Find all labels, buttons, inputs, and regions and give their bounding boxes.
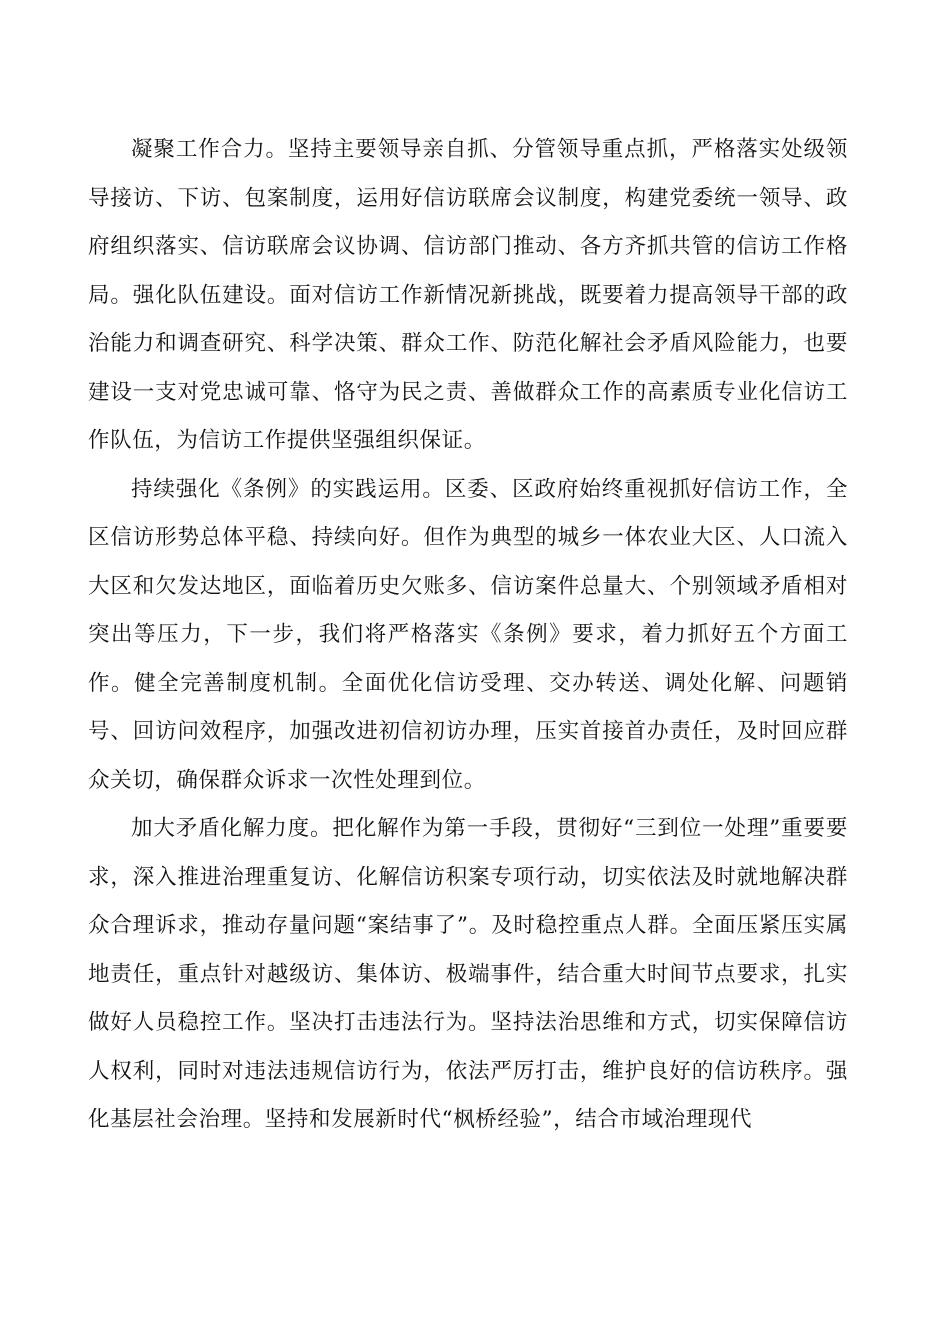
document-page — [88, 126, 848, 1145]
paragraph-regulation-practice: 持续强化《条例》的实践运用。区委、区政府始终重视抓好信访工作，全区信访形势总体平稳、持续向好。但作为典型的城乡一体农业大区、人口流入大区和欠发达地区，面临着历史欠账多、信访案件总量大、个别领域矛盾相对突出等压力，下一步，我们将严格落实《条例》要求，着力抓好五个方面工作。健全完善制度机制。全面优化信访受理、交办转送、调处化解、问题销号、回访问效程序，加强改进初信初访办理，压实首接首办责任，及时回应群众关切，确保群众诉求一次性处理到位。 — [88, 476, 848, 793]
paragraph-work-synergy: 凝聚工作合力。坚持主要领导亲自抓、分管领导重点抓，严格落实处级领导接访、下访、包案制度，运用好信访联席会议制度，构建党委统一领导、政府组织落实、信访联席会议协调、信访部门推动、各方齐抓共管的信访工作格局。强化队伍建设。面对信访工作新情况新挑战，既要着力提高领导干部的政治能力和调查研究、科学决策、群众工作、防范化解社会矛盾风险能力，也要建设一支对党忠诚可靠、恪守为民之责、善做群众工作的高素质专业化信访工作队伍，为信访工作提供坚强组织保证。 — [88, 137, 848, 453]
paragraph-conflict-resolution: 加大矛盾化解力度。把化解作为第一手段，贯彻好“三到位一处理”重要要求，深入推进治理重复访、化解信访积案专项行动，切实依法及时就地解决群众合理诉求，推动存量问题“案结事了”。及时稳控重点人群。全面压紧压实属地责任，重点针对越级访、集体访、极端事件，结合重大时间节点要求，扎实做好人员稳控工作。坚决打击违法行为。坚持法治思维和方式，切实保障信访人权利，同时对违法违规信访行为，依法严厉打击，维护良好的信访秩序。强化基层社会治理。坚持和发展新时代“枫桥经验”，结合市域治理现代 — [88, 816, 848, 1132]
